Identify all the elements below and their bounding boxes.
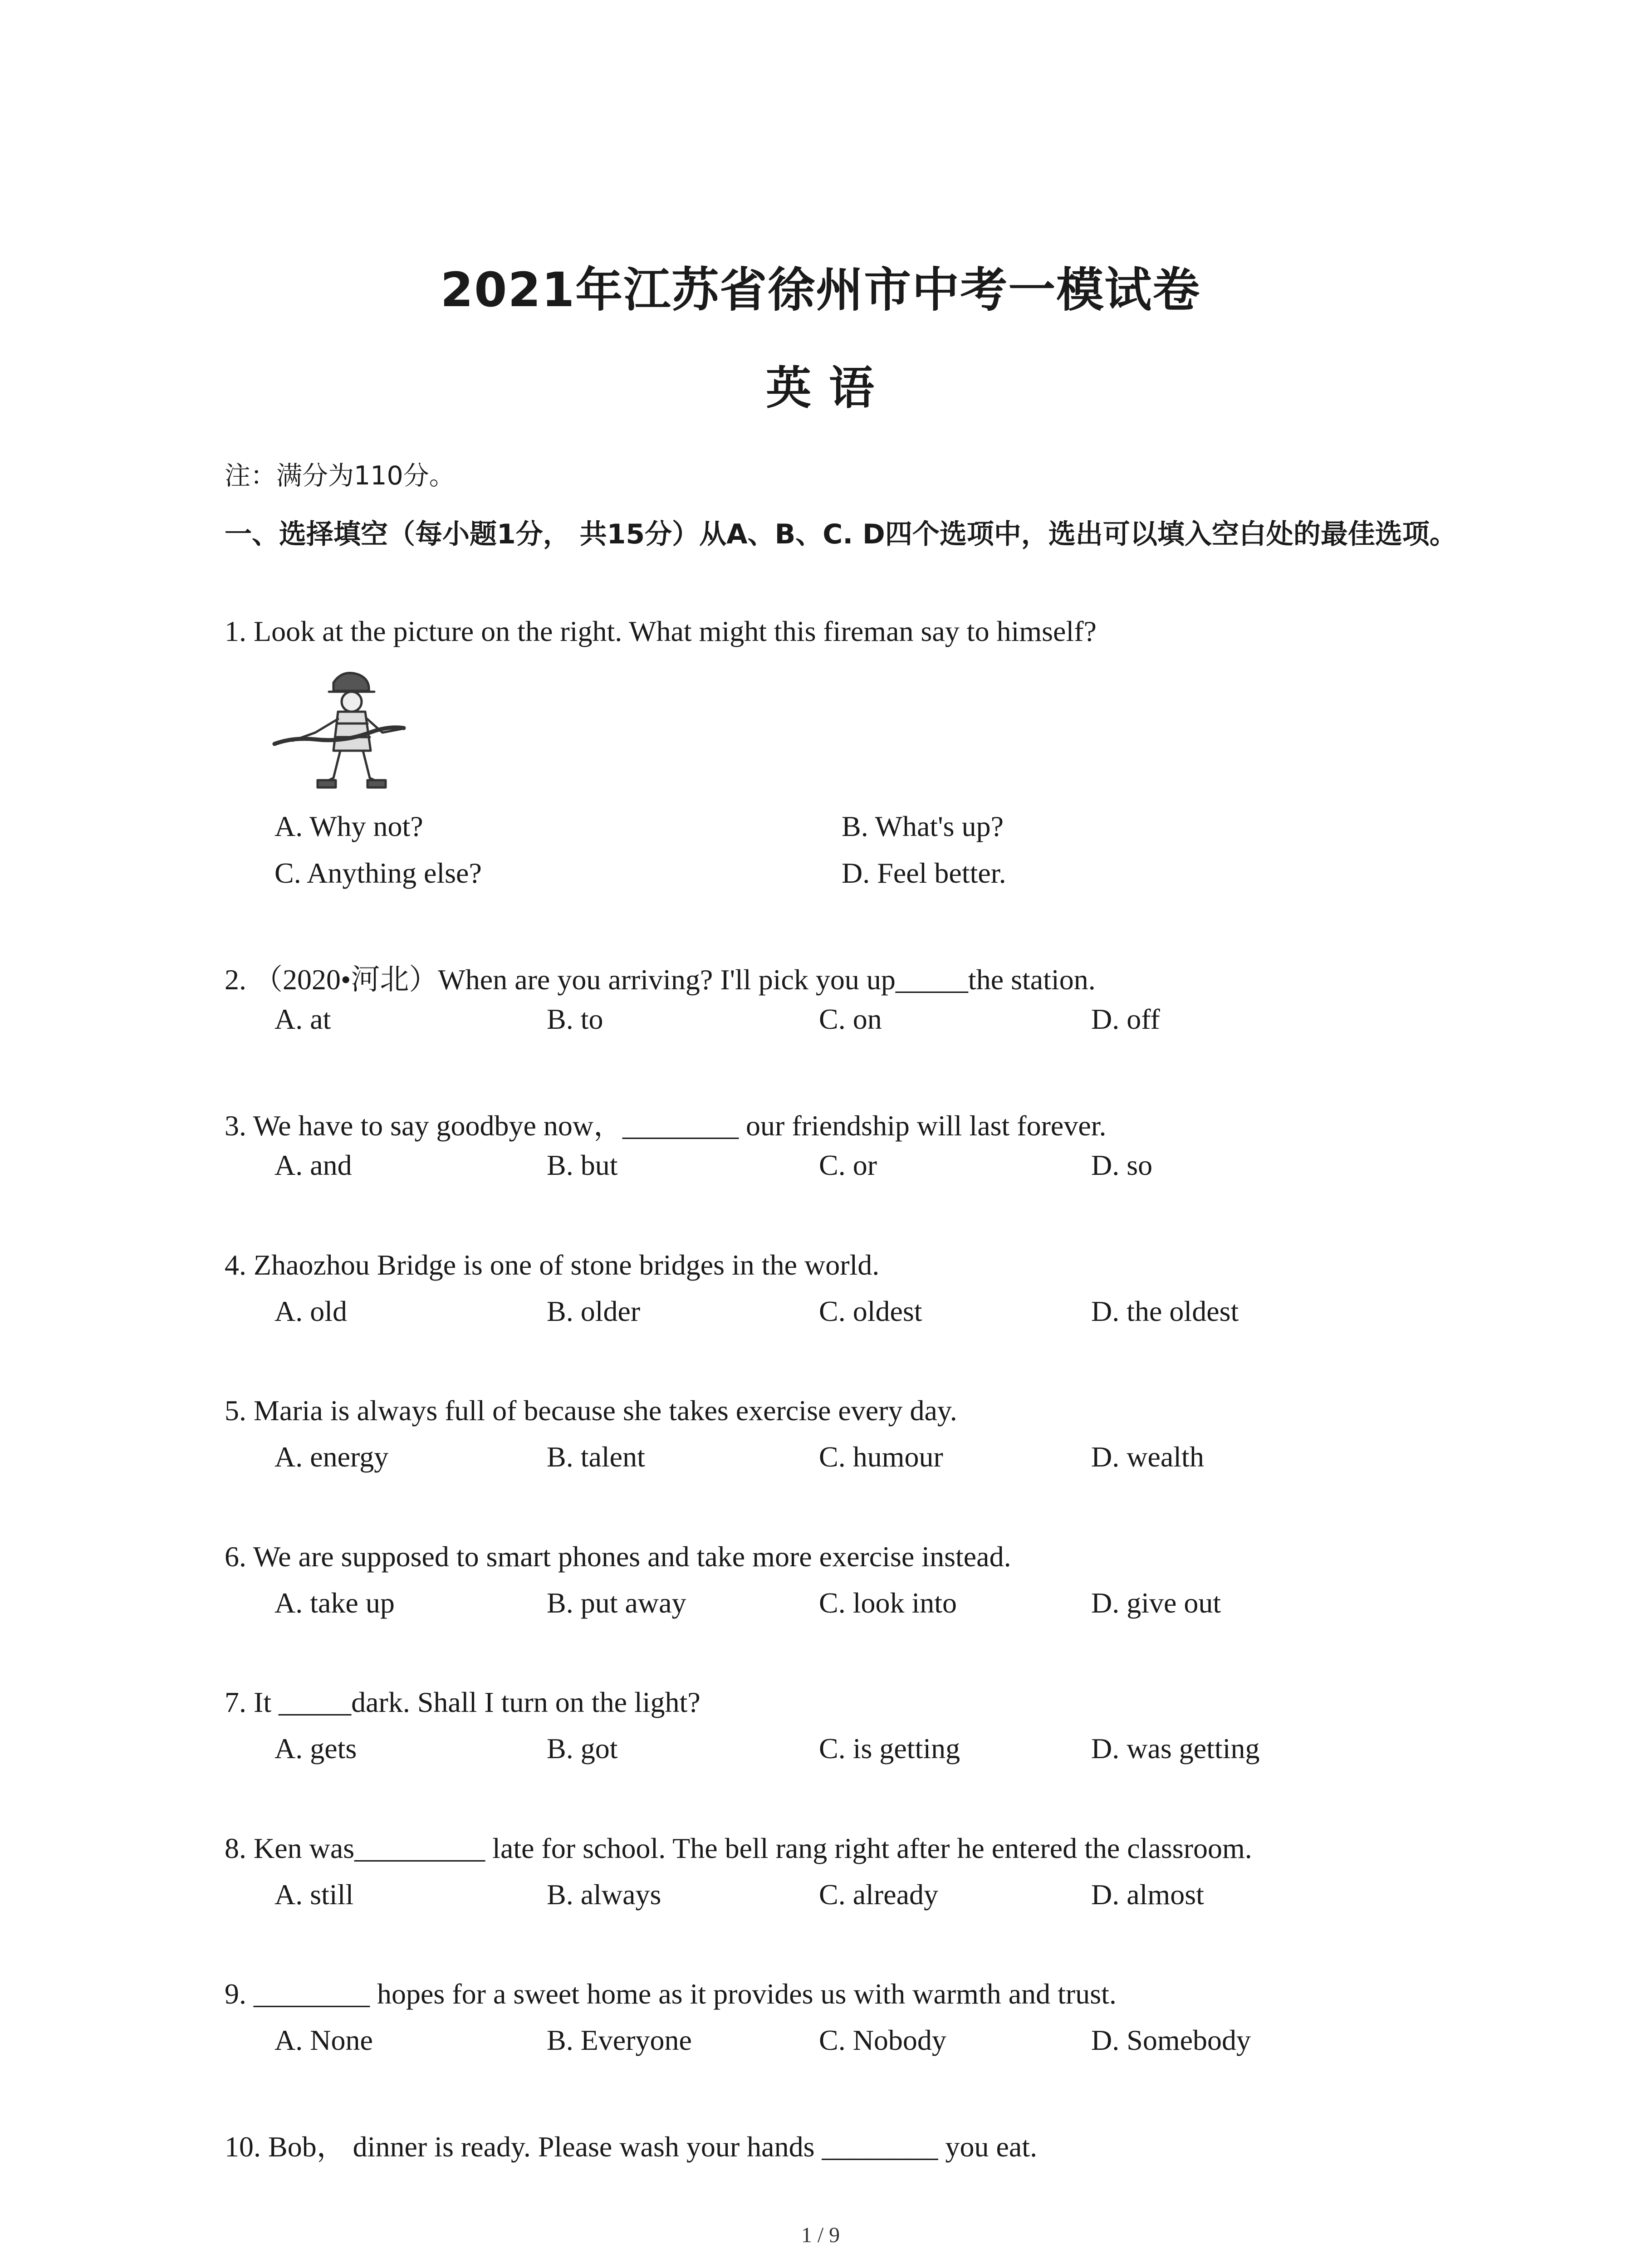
q1-option-a: A. Why not? bbox=[274, 810, 423, 842]
question-10: 10. Bob， dinner is ready. Please wash your hands ________ you eat. bbox=[225, 2131, 1038, 2163]
question-1: 1. Look at the picture on the right. What might this fireman say to himself? bbox=[225, 615, 1097, 647]
q1-option-b: B. What's up? bbox=[842, 810, 1004, 842]
q1-option-d: D. Feel better. bbox=[842, 857, 1006, 889]
q2-option-c: C. on bbox=[819, 1003, 882, 1035]
q5-option-d: D. wealth bbox=[1091, 1441, 1204, 1473]
q6-option-b: B. put away bbox=[547, 1587, 686, 1619]
q5-option-c: C. humour bbox=[819, 1441, 943, 1473]
q6-option-c: C. look into bbox=[819, 1587, 957, 1619]
q6-option-d: D. give out bbox=[1091, 1587, 1221, 1619]
score-note: 注：满分为110分。 bbox=[225, 461, 455, 491]
q2-option-d: D. off bbox=[1091, 1003, 1160, 1035]
q9-option-a: A. None bbox=[274, 2024, 373, 2056]
question-2: 2. （2020•河北）When are you arriving? I'll pick you up_____the station. bbox=[225, 963, 1096, 996]
q4-option-b: B. older bbox=[547, 1295, 641, 1327]
q3-option-c: C. or bbox=[819, 1149, 877, 1181]
question-7: 7. It _____dark. Shall I turn on the light? bbox=[225, 1686, 700, 1718]
q9-option-c: C. Nobody bbox=[819, 2024, 946, 2056]
q7-option-d: D. was getting bbox=[1091, 1732, 1260, 1765]
subject-title: 英 语 bbox=[766, 362, 875, 415]
question-3: 3. We have to say goodbye now，________ our friendship will last forever. bbox=[225, 1110, 1107, 1142]
q3-option-a: A. and bbox=[274, 1149, 352, 1181]
question-9: 9. ________ hopes for a sweet home as it provides us with warmth and trust. bbox=[225, 1978, 1117, 2010]
question-4: 4. Zhaozhou Bridge is one of stone bridges in the world. bbox=[225, 1249, 880, 1281]
page-number: 1 / 9 bbox=[801, 2223, 840, 2247]
question-8: 8. Ken was_________ late for school. The bell rang right after he entered the classroom. bbox=[225, 1832, 1252, 1864]
q3-option-d: D. so bbox=[1091, 1149, 1153, 1181]
q8-option-d: D. almost bbox=[1091, 1878, 1204, 1911]
q4-option-d: D. the oldest bbox=[1091, 1295, 1239, 1327]
question-5: 5. Maria is always full of because she takes exercise every day. bbox=[225, 1394, 957, 1427]
q3-option-b: B. but bbox=[547, 1149, 618, 1181]
q9-option-d: D. Somebody bbox=[1091, 2024, 1251, 2056]
q4-option-a: A. old bbox=[274, 1295, 347, 1327]
q8-option-c: C. already bbox=[819, 1878, 938, 1911]
q7-option-c: C. is getting bbox=[819, 1732, 960, 1765]
q2-option-a: A. at bbox=[274, 1003, 331, 1035]
q1-option-c: C. Anything else? bbox=[274, 857, 482, 889]
q9-option-b: B. Everyone bbox=[547, 2024, 692, 2056]
exam-title: 2021年江苏省徐州市中考一模试卷 bbox=[440, 262, 1201, 318]
q7-option-b: B. got bbox=[547, 1732, 618, 1765]
q7-option-a: A. gets bbox=[274, 1732, 357, 1765]
q4-option-c: C. oldest bbox=[819, 1295, 922, 1327]
q8-option-a: A. still bbox=[274, 1878, 354, 1911]
q2-option-b: B. to bbox=[547, 1003, 603, 1035]
q8-option-b: B. always bbox=[547, 1878, 661, 1911]
fireman-illustration bbox=[265, 665, 411, 796]
section-heading: 一、选择填空（每小题1分， 共15分）从A、B、C. D四个选项中，选出可以填入空白处的最佳选项。 bbox=[225, 518, 1457, 550]
question-6: 6. We are supposed to smart phones and take more exercise instead. bbox=[225, 1540, 1011, 1573]
q5-option-b: B. talent bbox=[547, 1441, 645, 1473]
q6-option-a: A. take up bbox=[274, 1587, 395, 1619]
q5-option-a: A. energy bbox=[274, 1441, 389, 1473]
